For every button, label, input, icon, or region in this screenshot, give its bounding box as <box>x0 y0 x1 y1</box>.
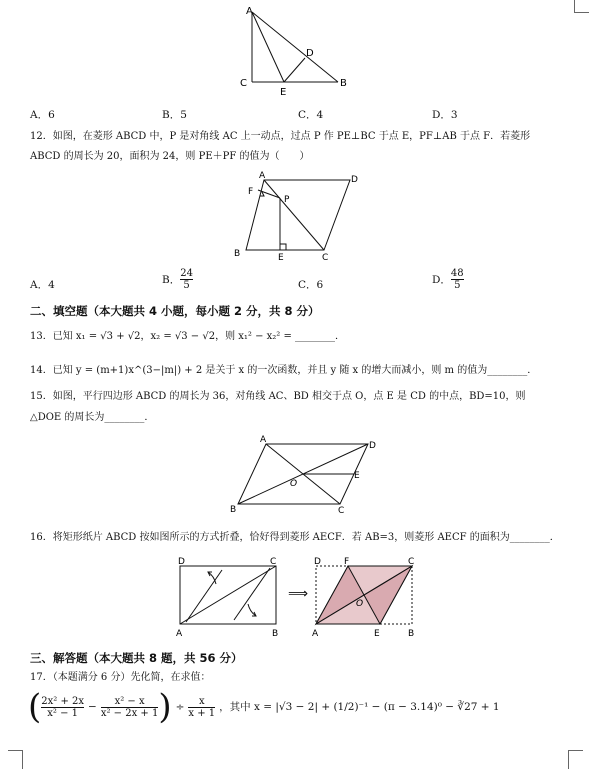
q16-figure-right <box>308 556 420 638</box>
q15-label-A: A <box>260 435 267 445</box>
q15-label-C: C <box>338 506 345 514</box>
q12-label-F: F <box>248 187 254 197</box>
q15-label-O: O <box>290 479 298 489</box>
q16-right-label-E: E <box>374 629 380 638</box>
q16-left-label-D: D <box>178 557 185 567</box>
q12-label-B: B <box>234 249 241 259</box>
q15-label-D: D <box>369 441 376 451</box>
q17-open-paren: ( <box>28 687 42 727</box>
q11-option-b[interactable]: B．5 <box>162 109 187 121</box>
q16-right-label-F: F <box>344 557 350 567</box>
q16-right-label-O: O <box>356 599 364 609</box>
q16-right-label-C: C <box>408 557 415 567</box>
q12-text-line1: 12．如图，在菱形 ABCD 中，P 是对角线 AC 上一动点，过点 P 作 PE⊥BC 于点 E，PF⊥AB 于点 F．若菱形 <box>30 131 531 142</box>
q12-figure <box>228 168 368 264</box>
q14-text: 14．已知 y = (m+1)x^(3−|m|) + 2 是关于 x 的一次函数，并且 y 随 x 的增大而减小，则 m 的值为________． <box>30 365 538 376</box>
q12-option-b[interactable]: B． $\frac{24}{5}$ <box>162 268 193 291</box>
q17-minus: − <box>88 701 97 713</box>
q15-label-B: B <box>230 505 237 514</box>
q11-label-B: B <box>340 78 347 89</box>
q12-option-d-fraction: $\frac{48}{5}$ <box>450 268 464 291</box>
q17-text-line1: 17．（本题满分 6 分）先化简，在求值： <box>30 672 211 683</box>
crop-mark-bottom-left <box>8 750 23 769</box>
q17-fraction-2: $\frac{\text{x² − x}}{\text{x² − 2x + 1}}$ <box>100 695 159 719</box>
q11-label-A: A <box>246 6 253 17</box>
section-2-heading: 二、填空题（本大题共 4 小题，每小题 2 分，共 8 分） <box>30 304 320 318</box>
q12-option-a[interactable]: A．4 <box>30 279 55 291</box>
q12-label-P: P <box>284 195 290 205</box>
q11-option-d[interactable]: D．3 <box>432 109 458 121</box>
q11-label-C: C <box>240 78 247 89</box>
q13-text: 13．已知 x₁ = √3 + √2，x₂ = √3 − √2，则 x₁² − x₂² = ________． <box>30 331 346 342</box>
q17-fraction-1: $\frac{\text{2x² + 2x}}{\text{x² − 1}}$ <box>41 695 85 719</box>
q12-option-c[interactable]: C．6 <box>298 279 324 291</box>
q16-right-label-B: B <box>408 629 415 638</box>
q17-expression <box>28 687 500 727</box>
q15-text-line1: 15．如图，平行四边形 ABCD 的周长为 36，对角线 AC、BD 相交于点 O，点 E 是 CD 的中点，BD=10，则 <box>30 391 526 402</box>
q15-label-E: E <box>354 471 360 481</box>
q11-option-a[interactable]: A．6 <box>30 109 55 121</box>
q16-left-label-B: B <box>272 629 279 638</box>
q15-text-line2: △DOE 的周长为________． <box>30 412 155 423</box>
q16-right-label-A: A <box>312 629 319 638</box>
q17-close-paren: ) <box>158 687 172 727</box>
q17-where-clause: ，其中 x = |√3 − 2| + (1/2)⁻¹ − (π − 3.14)⁰ − ∛27 + 1 <box>219 701 500 713</box>
section-3-heading: 三、解答题（本大题共 8 题，共 56 分） <box>30 651 243 665</box>
q12-option-d[interactable]: D． $\frac{48}{5}$ <box>432 268 464 291</box>
crop-mark-top-right <box>574 0 589 13</box>
q12-label-A: A <box>259 171 266 181</box>
q16-fold-arrow: ⟹ <box>288 586 309 602</box>
q15-figure <box>226 434 386 514</box>
q11-figure <box>230 0 360 100</box>
q16-left-label-A: A <box>176 629 183 638</box>
q16-figure-left <box>172 556 284 638</box>
q17-fraction-3: $\frac{x}{x + 1}$ <box>188 695 216 719</box>
q16-right-label-D: D <box>314 557 321 567</box>
q11-option-c[interactable]: C．4 <box>298 109 324 121</box>
q12-option-b-fraction: $\frac{24}{5}$ <box>180 268 193 291</box>
q16-text: 16．将矩形纸片 ABCD 按如图所示的方式折叠，恰好得到菱形 AECF．若 AB=3，则菱形 AECF 的面积为________． <box>30 532 560 543</box>
q16-left-label-C: C <box>270 557 277 567</box>
q12-label-E: E <box>278 253 284 263</box>
crop-mark-bottom-right <box>568 750 583 769</box>
q12-text-line2: ABCD 的周长为 20，面积为 24，则 PE＋PF 的值为（ ） <box>30 151 310 162</box>
q11-label-E: E <box>280 87 287 98</box>
q12-label-D: D <box>351 175 358 185</box>
q17-divide: ÷ <box>175 701 185 713</box>
q12-label-C: C <box>322 253 329 263</box>
q11-label-D: D <box>306 48 314 59</box>
